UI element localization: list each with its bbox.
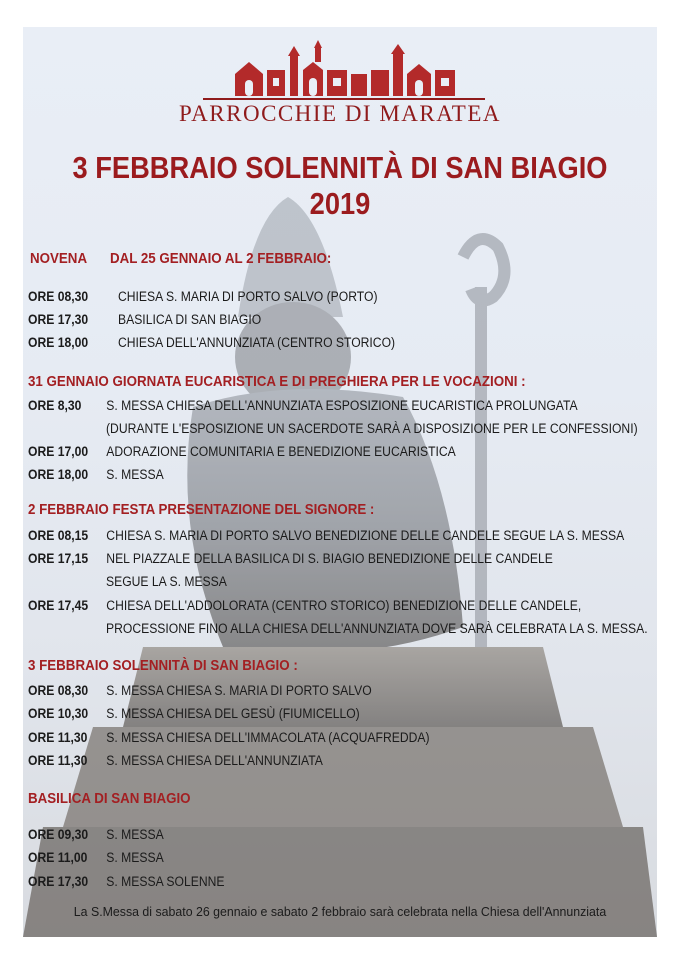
event-description: S. MESSA CHIESA S. MARIA DI PORTO SALVO — [106, 683, 372, 698]
feb2-heading: 2 FEBBRAIO FESTA PRESENTAZIONE DEL SIGNORE : — [28, 502, 375, 518]
page-title: 3 FEBBRAIO SOLENNITÀ DI SAN BIAGIO 2019 — [72, 150, 608, 221]
time-label: ORE 08,30 — [28, 683, 89, 698]
event-description-continued: PROCESSIONE FINO ALLA CHIESA DELL'ANNUNZIATA DOVE SARÀ CELEBRATA LA S. MESSA. — [106, 621, 648, 636]
time-label: ORE 17,30 — [28, 312, 89, 327]
jan31-heading: 31 GENNAIO GIORNATA EUCARISTICA E DI PREGHIERA PER LE VOCAZIONI : — [28, 374, 526, 390]
time-label: ORE 08,30 — [28, 289, 89, 304]
event-description: S. MESSA CHIESA DELL'ANNUNZIATA ESPOSIZIONE EUCARISTICA PROLUNGATA — [106, 398, 578, 413]
event-description: BASILICA DI SAN BIAGIO — [118, 312, 262, 327]
event-description: S. MESSA CHIESA DEL GESÙ (FIUMICELLO) — [106, 706, 360, 721]
time-label: ORE 18,00 — [28, 335, 89, 350]
time-label: ORE 17,45 — [28, 598, 89, 613]
novena-label: NOVENA — [30, 251, 88, 267]
logo-divider — [203, 98, 485, 100]
time-label: ORE 8,30 — [28, 398, 82, 413]
event-description-continued: SEGUE LA S. MESSA — [106, 574, 227, 589]
novena-range: DAL 25 GENNAIO AL 2 FEBBRAIO: — [110, 251, 332, 267]
event-description: S. MESSA CHIESA DELL'IMMACOLATA (ACQUAFREDDA) — [106, 730, 430, 745]
event-description: S. MESSA CHIESA DELL'ANNUNZIATA — [106, 753, 323, 768]
event-description-continued: (DURANTE L'ESPOSIZIONE UN SACERDOTE SARÀ A DISPOSIZIONE PER LE CONFESSIONI) — [106, 421, 638, 436]
event-description: CHIESA DELL'ADDOLORATA (CENTRO STORICO) BENEDIZIONE DELLE CANDELE, — [106, 598, 582, 613]
event-description: S. MESSA SOLENNE — [106, 874, 225, 889]
footer-note: La S.Messa di sabato 26 gennaio e sabato 2 febbraio sarà celebrata nella Chiesa dell'Annunziata — [73, 904, 607, 919]
time-label: ORE 18,00 — [28, 467, 89, 482]
time-label: ORE 17,15 — [28, 551, 89, 566]
feb3-heading: 3 FEBBRAIO SOLENNITÀ DI SAN BIAGIO : — [28, 658, 298, 674]
event-description: CHIESA DELL'ANNUNZIATA (CENTRO STORICO) — [118, 335, 396, 350]
event-description: S. MESSA — [106, 467, 164, 482]
time-label: ORE 17,30 — [28, 874, 89, 889]
basilica-heading: BASILICA DI SAN BIAGIO — [28, 791, 191, 807]
time-label: ORE 08,15 — [28, 528, 89, 543]
time-label: ORE 17,00 — [28, 444, 89, 459]
churches-logo-icon — [233, 40, 459, 98]
time-label: ORE 11,30 — [28, 730, 88, 745]
event-description: NEL PIAZZALE DELLA BASILICA DI S. BIAGIO BENEDIZIONE DELLE CANDELE — [106, 551, 553, 566]
time-label: ORE 09,30 — [28, 827, 89, 842]
parish-name: PARROCCHIE DI MARATEA — [178, 101, 502, 126]
event-description: ADORAZIONE COMUNITARIA E BENEDIZIONE EUCARISTICA — [106, 444, 456, 459]
event-description: S. MESSA — [106, 850, 164, 865]
time-label: ORE 11,00 — [28, 850, 88, 865]
event-description: S. MESSA — [106, 827, 164, 842]
event-description: CHIESA S. MARIA DI PORTO SALVO BENEDIZIONE DELLE CANDELE SEGUE LA S. MESSA — [106, 528, 625, 543]
event-description: CHIESA S. MARIA DI PORTO SALVO (PORTO) — [118, 289, 378, 304]
time-label: ORE 11,30 — [28, 753, 88, 768]
time-label: ORE 10,30 — [28, 706, 89, 721]
